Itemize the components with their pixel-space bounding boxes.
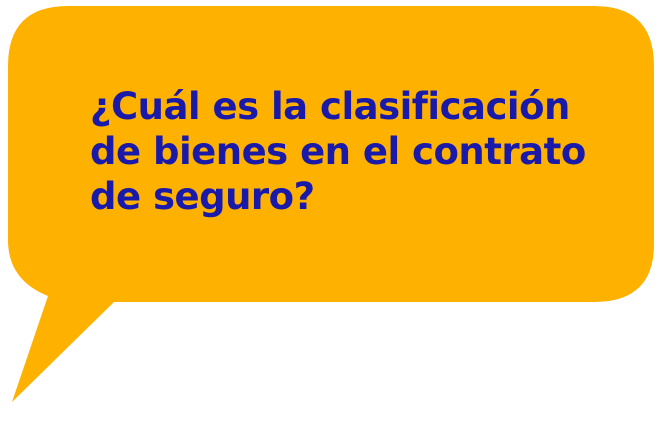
question-text	[90, 84, 610, 219]
question-line-2: de bienes en el contrato	[90, 130, 586, 173]
question-line-3: de seguro?	[90, 175, 315, 218]
question-line-1: ¿Cuál es la clasificación	[90, 85, 570, 128]
